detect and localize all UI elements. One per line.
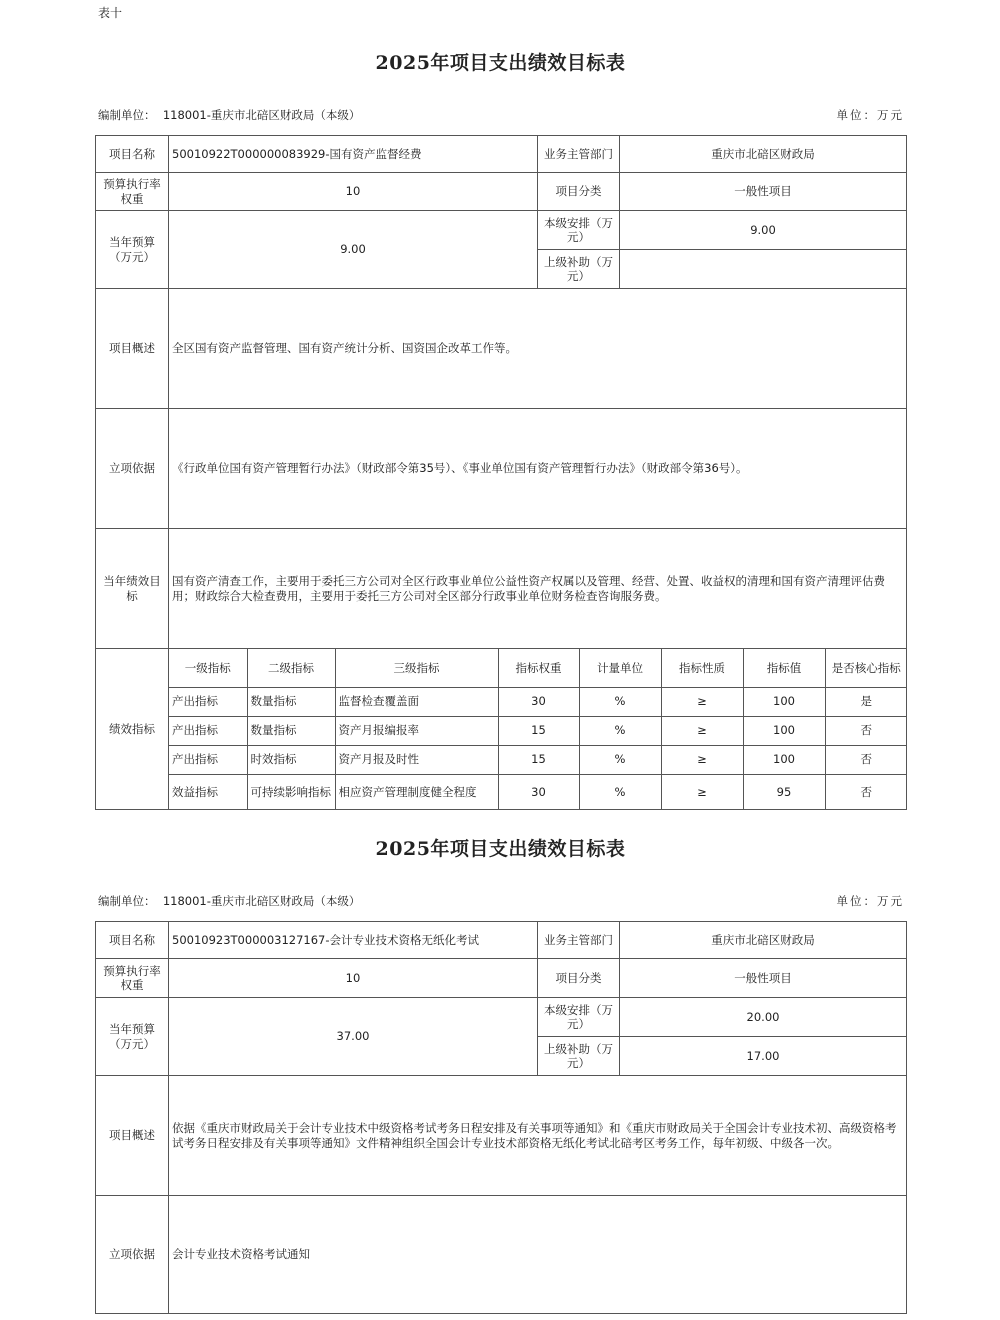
metrics-row	[169, 774, 907, 809]
metric-level1: 效益指标	[169, 774, 247, 809]
metric-unit: %	[579, 745, 661, 774]
dept-value: 重庆市北碚区财政局	[620, 922, 907, 959]
metric-level2: 数量指标	[247, 687, 335, 716]
metrics-header: 是否核心指标	[825, 649, 907, 687]
basis-label: 立项依据	[96, 409, 169, 529]
budget-value: 37.00	[169, 998, 538, 1076]
metric-level3: 资产月报编报率	[335, 716, 498, 745]
metric-nature: ≥	[661, 774, 743, 809]
metric-level2: 数量指标	[247, 716, 335, 745]
table-title: 2025年项目支出绩效目标表	[375, 52, 626, 74]
upper-subsidy-label: 上级补助（万元）	[538, 250, 620, 289]
metric-level2: 可持续影响指标	[247, 774, 335, 809]
compiling-unit	[98, 107, 360, 123]
upper-subsidy-value: 17.00	[620, 1037, 907, 1076]
metrics-row	[169, 745, 907, 774]
category-value: 一般性项目	[620, 959, 907, 998]
overview-value: 全区国有资产监督管理、国有资产统计分析、国资国企改革工作等。	[169, 289, 907, 409]
upper-subsidy-value	[620, 250, 907, 289]
budget-label: 当年预算（万元）	[96, 211, 169, 289]
basis-value: 会计专业技术资格考试通知	[169, 1196, 907, 1314]
dept-label: 业务主管部门	[538, 922, 620, 959]
project-name-label: 项目名称	[96, 136, 169, 173]
category-value: 一般性项目	[620, 173, 907, 211]
metric-weight: 15	[498, 716, 579, 745]
goal-value: 国有资产清查工作，主要用于委托三方公司对全区行政事业单位公益性资产权属以及管理、经营、处置、收益权的清理和国有资产清理评估费用；财政综合大检查费用，主要用于委托三方公司对全区部分行政事业单位财务检查咨询服务费。	[169, 529, 907, 649]
budget-value: 9.00	[169, 211, 538, 289]
project-name-value: 50010923T000003127167-会计专业技术资格无纸化考试	[169, 922, 538, 959]
metric-weight: 15	[498, 745, 579, 774]
metric-nature: ≥	[661, 716, 743, 745]
metric-level2: 时效指标	[247, 745, 335, 774]
metric-unit: %	[579, 716, 661, 745]
metrics-container	[169, 649, 907, 810]
metrics-row	[169, 687, 907, 716]
metrics-header: 三级指标	[335, 649, 498, 687]
metrics-header: 一级指标	[169, 649, 247, 687]
project-name-value: 50010922T000000083929-国有资产监督经费	[169, 136, 538, 173]
exec-weight-label: 预算执行率权重	[96, 959, 169, 998]
table-meta	[98, 107, 904, 123]
exec-weight-value: 10	[169, 959, 538, 998]
metric-unit: %	[579, 774, 661, 809]
metric-weight: 30	[498, 774, 579, 809]
category-label: 项目分类	[538, 173, 620, 211]
compiling-unit-label: 编制单位：	[98, 108, 156, 122]
metrics-header: 指标值	[743, 649, 825, 687]
budget-label: 当年预算（万元）	[96, 998, 169, 1076]
metric-nature: ≥	[661, 687, 743, 716]
basis-label: 立项依据	[96, 1196, 169, 1314]
metrics-table	[169, 649, 907, 809]
metrics-header: 二级指标	[247, 649, 335, 687]
metrics-header-row	[169, 649, 907, 687]
metric-core: 否	[825, 774, 907, 809]
table-title: 2025年项目支出绩效目标表	[375, 838, 626, 860]
goal-label: 当年绩效目标	[96, 529, 169, 649]
compiling-unit-label: 编制单位：	[98, 894, 156, 908]
metric-level3: 相应资产管理制度健全程度	[335, 774, 498, 809]
metrics-header: 指标性质	[661, 649, 743, 687]
overview-label: 项目概述	[96, 1076, 169, 1196]
metrics-label: 绩效指标	[96, 649, 169, 810]
metric-level1: 产出指标	[169, 716, 247, 745]
exec-weight-value: 10	[169, 173, 538, 211]
table-meta	[98, 893, 904, 909]
compiling-unit-value: 118001-重庆市北碚区财政局（本级）	[162, 108, 361, 122]
performance-table-2	[95, 921, 907, 1314]
local-arrangement-value: 20.00	[620, 998, 907, 1037]
local-arrangement-label: 本级安排（万元）	[538, 998, 620, 1037]
basis-value: 《行政单位国有资产管理暂行办法》（财政部令第35号）、《事业单位国有资产管理暂行办法》（财政部令第36号）。	[169, 409, 907, 529]
compiling-unit	[98, 893, 360, 909]
metrics-header: 计量单位	[579, 649, 661, 687]
metric-unit: %	[579, 687, 661, 716]
metric-value: 95	[743, 774, 825, 809]
metric-core: 否	[825, 716, 907, 745]
currency-unit: 单位：万元	[836, 894, 904, 908]
metric-level1: 产出指标	[169, 687, 247, 716]
performance-table-1	[95, 135, 907, 810]
dept-label: 业务主管部门	[538, 136, 620, 173]
metric-weight: 30	[498, 687, 579, 716]
overview-value: 依据《重庆市财政局关于会计专业技术中级资格考试考务日程安排及有关事项等通知》和《重庆市财政局关于全国会计专业技术初、高级资格考试考务日程安排及有关事项等通知》文件精神组织全国会计专业技术部资格无纸化考试北碚考区考务工作，每年初级、中级各一次。	[169, 1076, 907, 1196]
local-arrangement-label: 本级安排（万元）	[538, 211, 620, 250]
metric-value: 100	[743, 716, 825, 745]
page-tag: 表十	[98, 6, 123, 20]
dept-value: 重庆市北碚区财政局	[620, 136, 907, 173]
metric-value: 100	[743, 745, 825, 774]
metric-level3: 监督检查覆盖面	[335, 687, 498, 716]
category-label: 项目分类	[538, 959, 620, 998]
compiling-unit-value: 118001-重庆市北碚区财政局（本级）	[162, 894, 361, 908]
metrics-header: 指标权重	[498, 649, 579, 687]
metric-level3: 资产月报及时性	[335, 745, 498, 774]
exec-weight-label: 预算执行率权重	[96, 173, 169, 211]
upper-subsidy-label: 上级补助（万元）	[538, 1037, 620, 1076]
metric-level1: 产出指标	[169, 745, 247, 774]
overview-label: 项目概述	[96, 289, 169, 409]
metric-core: 是	[825, 687, 907, 716]
metric-nature: ≥	[661, 745, 743, 774]
metrics-row	[169, 716, 907, 745]
project-name-label: 项目名称	[96, 922, 169, 959]
metric-value: 100	[743, 687, 825, 716]
local-arrangement-value: 9.00	[620, 211, 907, 250]
currency-unit: 单位：万元	[836, 108, 904, 122]
metric-core: 否	[825, 745, 907, 774]
